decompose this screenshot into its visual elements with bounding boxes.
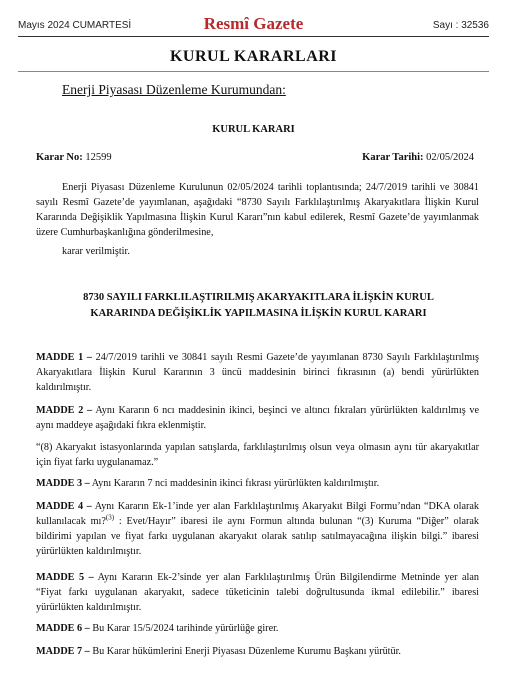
- intro-closing: karar verilmiştir.: [62, 246, 130, 257]
- article-2-text: Aynı Kararın 6 ncı maddesinin ikinci, beşinci ve altıncı fıkraları yürürlükten kaldırılmış ve aynı maddeye aşağıdaki fıkra eklenmiştir.: [36, 405, 480, 431]
- decision-number-value: 12599: [82, 152, 112, 163]
- article-1-text: 24/7/2019 tarihli ve 30841 sayılı Resmi Gazete’de yayımlanan 8730 Sayılı Farklılaştırılmış Akaryakıtlara İlişkin Kurul Kararının 3 üncü maddesinin birinci fıkrasının (a) bendi yürürlükten kaldırılmıştır.: [36, 352, 479, 393]
- subject-line-2: KARARINDA DEĞİŞİKLİK YAPILMASINA İLİŞKİN KURUL KARARI: [90, 308, 427, 319]
- article-4: [36, 499, 479, 559]
- article-4-label: MADDE 4 –: [36, 501, 92, 512]
- header-divider: [18, 36, 489, 37]
- gazette-title: Resmî Gazete: [203, 14, 304, 33]
- article-3-label: MADDE 3 –: [36, 478, 90, 489]
- article-4-text-b: : Evet/Hayır” ibaresi ile aynı Formun altında bulunan “(3) Kuruma “Diğer” olarak bildirimi yapılan ve fiyat farkı uygulanan akaryakıt olarak satılıp satılmayacağına ilişkin bilgi.” ibaresi yürürlükten kaldırılmıştır.: [36, 516, 479, 557]
- article-2-label: MADDE 2 –: [36, 405, 93, 416]
- article-6-label: MADDE 6 –: [36, 623, 90, 634]
- article-4-superscript: (3): [105, 513, 115, 522]
- article-6-text: Bu Karar 15/5/2024 tarihinde yürürlüğe girer.: [89, 623, 279, 634]
- decision-date: [362, 152, 474, 163]
- subject-line-1: 8730 SAYILI FARKLILAŞTIRILMIŞ AKARYAKITLARA İLİŞKİN KURUL: [83, 292, 434, 303]
- article-5-label: MADDE 5 –: [36, 572, 94, 583]
- section-divider: [18, 71, 489, 72]
- article-1-label: MADDE 1 –: [36, 352, 92, 363]
- article-7-label: MADDE 7 –: [36, 646, 90, 657]
- page-header: [18, 14, 489, 36]
- article-3: [36, 476, 479, 491]
- article-1: [36, 350, 479, 395]
- article-6: [36, 621, 479, 636]
- article-7: [36, 644, 479, 659]
- article-3-text: Aynı Kararın 7 nci maddesinin ikinci fıkrası yürürlükten kaldırılmıştır.: [89, 478, 380, 489]
- decision-date-label: Karar Tarihi:: [362, 152, 424, 163]
- decision-number: [36, 152, 112, 163]
- article-2-quote: “(8) Akaryakıt istasyonlarında yapılan satışlarda, farklılaştırılmış olsun veya olmasın aynı tür akaryakıtlar için fiyat farkı uygulanamaz.”: [36, 442, 479, 468]
- article-7-text: Bu Karar hükümlerini Enerji Piyasası Düzenleme Kurumu Başkanı yürütür.: [89, 646, 401, 657]
- header-date: Mayıs 2024 CUMARTESİ: [18, 20, 132, 31]
- decision-date-value: 02/05/2024: [423, 152, 474, 163]
- article-5: [36, 570, 479, 615]
- issue-number: Sayı : 32536: [432, 20, 489, 31]
- article-5-text: Aynı Kararın Ek-2’sinde yer alan Farklılaştırılmış Ürün Bilgilendirme Metninde yer alan “Fiyat farkı uygulanan akaryakıt, sadece tüketicinin talebi doğrultusunda ikmal edilebilir.” ibaresi yürürlükten kaldırılmıştır.: [36, 572, 479, 613]
- institution-name: Enerji Piyasası Düzenleme Kurumundan:: [62, 82, 286, 97]
- subject-heading: [50, 290, 467, 322]
- intro-paragraph: Enerji Piyasası Düzenleme Kurulunun 02/05/2024 tarihli toplantısında; 24/7/2019 tarihli ve 30841 sayılı Resmî Gazete’de yayımlanan, aşağıdaki “8730 Sayılı Farklılaştırılmış Akaryakıtlara İlişkin Kurul Kararında Değişiklik Yapılmasına İlişkin Kurul Kararı”nın kabul edilerek, Resmî Gazete’de yayımlanmak üzere Cumhurbaşkanlığına gönderilmesine,: [36, 182, 479, 238]
- article-2: [36, 403, 479, 433]
- section-title: KURUL KARARLARI: [169, 48, 338, 65]
- decision-title: KURUL KARARI: [212, 124, 295, 135]
- decision-number-label: Karar No:: [36, 152, 83, 163]
- article-4-text-a: Aynı Kararın Ek-1’inde yer alan Farklılaştırılmış Akaryakıt Bilgi Formu’ndan “DKA olarak kullanılacak mı?: [36, 501, 480, 527]
